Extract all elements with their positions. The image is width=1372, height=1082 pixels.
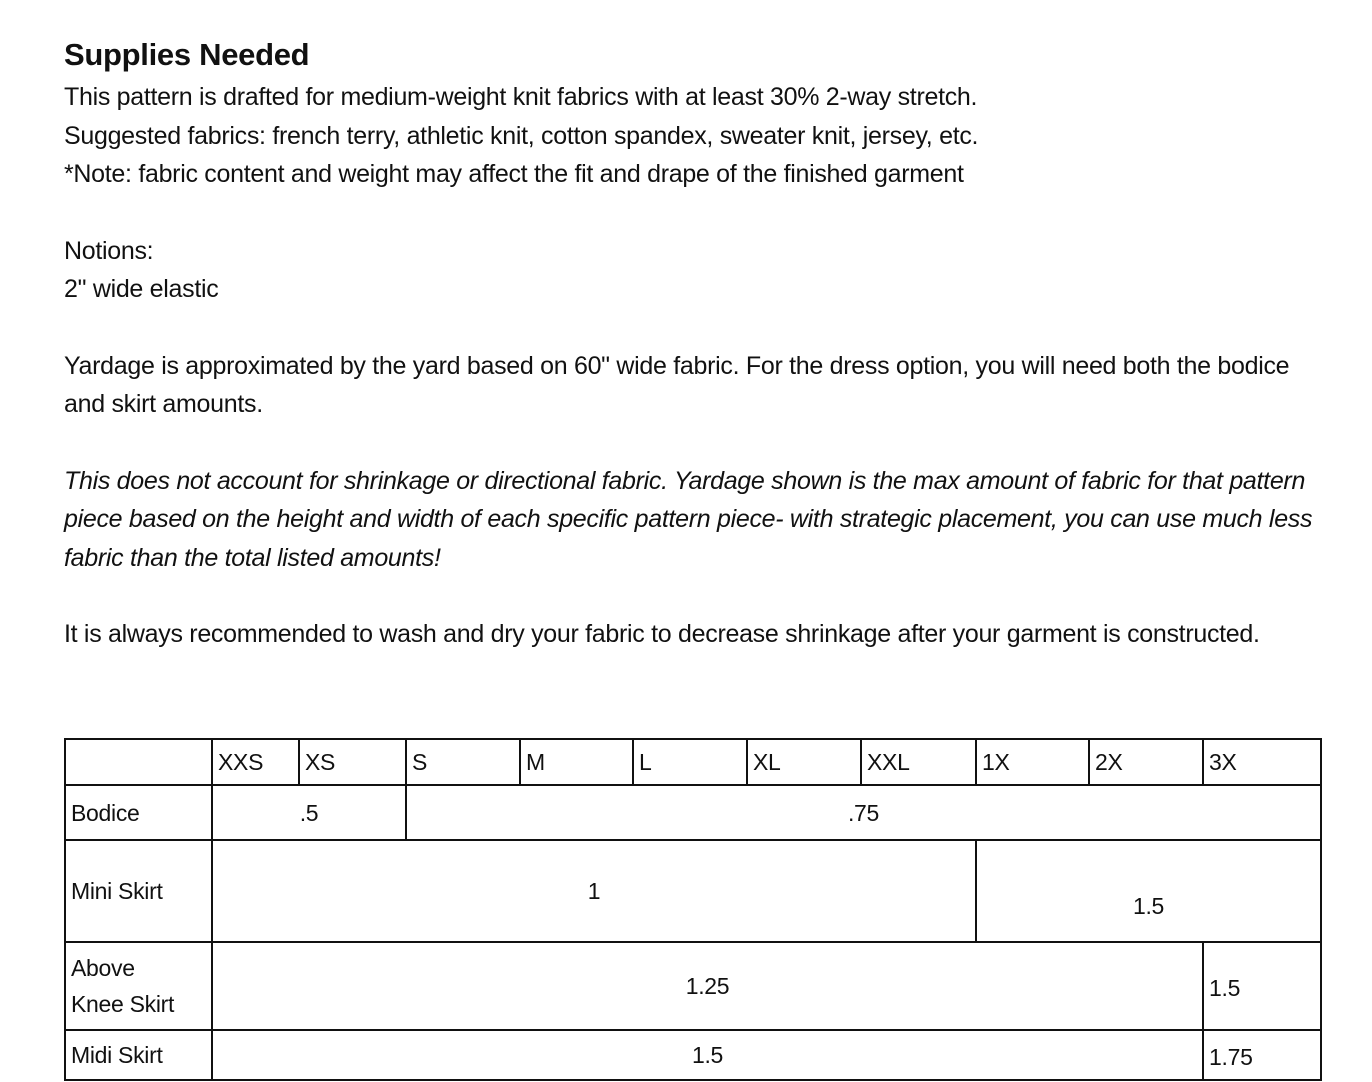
row-label-bodice: Bodice: [65, 785, 212, 840]
row-label-above-knee-line1: Above: [71, 955, 135, 981]
disclaimer-text: This does not account for shrinkage or directional fabric. Yardage shown is the max amount of fabric for that pattern piece based on the height and width of each specific pattern piece- with strategic placement, you can use much less fabric than the total listed amounts!: [64, 466, 1313, 572]
size-header-xs: XS: [299, 739, 406, 785]
size-header-l: L: [633, 739, 747, 785]
size-header-xxs: XXS: [212, 739, 299, 785]
intro-line-suggested-fabrics: Suggested fabrics: french terry, athletic knit, cotton spandex, sweater knit, jersey, etc.: [64, 121, 979, 150]
yardage-note: Yardage is approximated by the yard based on 60" wide fabric. For the dress option, you will need both the bodice and skirt amounts.: [64, 351, 1290, 418]
size-header-m: M: [520, 739, 633, 785]
document-page: [64, 36, 1324, 654]
midi-skirt-value-xxs-2x: 1.5: [212, 1030, 1203, 1080]
intro-line-fabric-weight: This pattern is drafted for medium-weight knit fabrics with at least 30% 2-way stretch.: [64, 83, 978, 111]
size-header-2x: 2X: [1089, 739, 1203, 785]
table-row-bodice: [65, 785, 1321, 840]
page-title: Supplies Needed: [64, 37, 310, 72]
bodice-value-s-3x: .75: [406, 785, 1321, 840]
bodice-value-xxs-xs: .5: [212, 785, 406, 840]
midi-skirt-value-3x: 1.75: [1203, 1030, 1321, 1080]
table-header-row: [65, 739, 1321, 785]
size-header-1x: 1X: [976, 739, 1089, 785]
notions-heading: Notions:: [64, 236, 154, 265]
row-label-mini-skirt: Mini Skirt: [65, 840, 212, 942]
row-label-above-knee-skirt: [65, 942, 212, 1030]
table-corner-cell: [65, 739, 212, 785]
yardage-table: [64, 738, 1322, 1081]
size-header-xxl: XXL: [861, 739, 976, 785]
above-knee-value-3x: 1.5: [1203, 942, 1321, 1030]
mini-skirt-value-xxs-xxl: 1: [212, 840, 976, 942]
row-label-above-knee-line2: Knee Skirt: [71, 991, 175, 1017]
above-knee-value-xxs-2x: 1.25: [212, 942, 1203, 1030]
table-row-midi-skirt: [65, 1030, 1321, 1080]
table-row-above-knee-skirt: [65, 942, 1321, 1030]
wash-note: It is always recommended to wash and dry your fabric to decrease shrinkage after your garment is constructed.: [64, 620, 1260, 648]
mini-skirt-value-1x-3x: 1.5: [976, 840, 1321, 942]
row-label-midi-skirt: Midi Skirt: [65, 1030, 212, 1080]
size-header-3x: 3X: [1203, 739, 1321, 785]
intro-line-note: *Note: fabric content and weight may affect the fit and drape of the finished garment: [64, 160, 964, 188]
table-row-mini-skirt: [65, 840, 1321, 942]
size-header-xl: XL: [747, 739, 861, 785]
size-header-s: S: [406, 739, 520, 785]
notions-item: 2" wide elastic: [64, 275, 219, 303]
